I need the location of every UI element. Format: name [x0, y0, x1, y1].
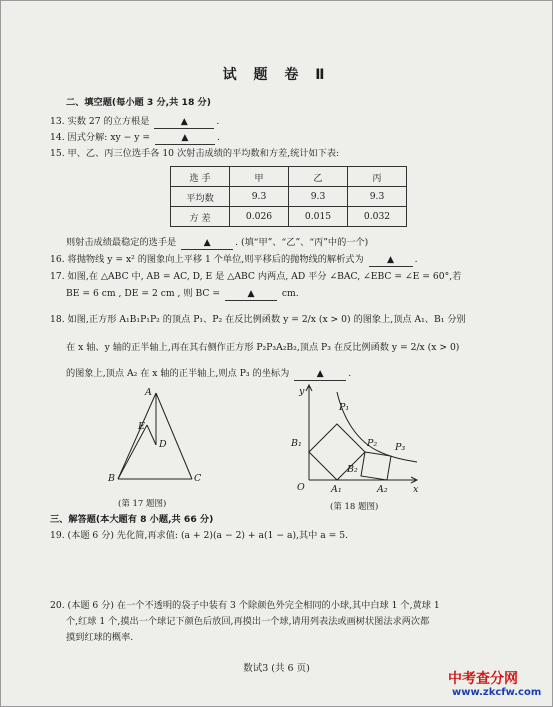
q18-line2: 在 x 轴、y 轴的正半轴上,再在其右侧作正方形 P₂P₃A₂B₂,顶点 P₃ 在反比例函数 y = 2/x (x > 0)	[66, 342, 460, 353]
figure-17-caption: (第 17 题图)	[118, 499, 167, 509]
q20-line1: (本题 6 分) 在一个不透明的袋子中装有 3 个除颜色外完全相同的小球,其中白球 1 个,黄球 1	[67, 600, 440, 611]
line-AC	[156, 393, 192, 479]
q14-text: 因式分解: xy − y =	[67, 132, 151, 143]
q15b-end: . (填“甲”、“乙”、“丙”中的一个)	[235, 237, 369, 248]
q17-number: 17.	[50, 271, 65, 282]
q20-number: 20.	[50, 600, 65, 611]
table-header-row	[171, 167, 407, 187]
line-AB	[118, 393, 156, 479]
section-2-heading: 二、填空题(每小题 3 分,共 18 分)	[66, 97, 211, 108]
table-cell: 9.3	[348, 187, 407, 207]
page-footer: 数试3 (共 6 页)	[243, 663, 310, 674]
label-A2: A₂	[377, 484, 388, 495]
label-A: A	[145, 387, 152, 398]
table-cell: 0.032	[348, 207, 407, 227]
table-cell: 方 差	[171, 207, 230, 227]
q18-line1: 如图,正方形 A₁B₁P₁P₂ 的顶点 P₁、P₂ 在反比例函数 y = 2/x (x > 0) 的图象上,顶点 A₁、B₁ 分别	[67, 314, 466, 325]
q14-end: .	[216, 132, 220, 143]
q15b-text: 则射击成绩最稳定的选手是	[66, 237, 177, 248]
label-P1: P₁	[339, 402, 350, 413]
page-title: 试 题 卷 Ⅱ	[222, 67, 331, 83]
label-C: C	[194, 473, 202, 484]
q13-end: .	[216, 116, 220, 127]
table-cell: 0.015	[289, 207, 348, 227]
question-20-line1	[50, 600, 440, 612]
q19-text: (本题 6 分) 先化简,再求值: (a + 2)(a − 2) + a(1 − a),其中 a = 5.	[67, 530, 349, 541]
label-D: D	[159, 439, 167, 450]
q17-line1: 如图,在 △ABC 中, AB = AC, D, E 是 △ABC 内两点, AD 平分 ∠BAC, ∠EBC = ∠E = 60°,若	[67, 271, 462, 282]
q16-number: 16.	[50, 254, 65, 265]
question-16	[50, 254, 418, 267]
question-17-line1	[50, 271, 461, 283]
question-14	[50, 132, 220, 145]
q18-line3: 的图象上,顶点 A₂ 在 x 轴的正半轴上,则点 P₃ 的坐标为	[66, 368, 290, 379]
label-B1: B₁	[291, 438, 302, 449]
q16-text: 将抛物线 y = x² 的图象向上平移 1 个单位,则平移后的抛物线的解析式为	[67, 254, 364, 265]
question-17-line2	[66, 288, 299, 301]
table-row	[171, 207, 407, 227]
watermark-url: www.zkcfw.com	[452, 687, 542, 698]
question-18-line2	[66, 342, 459, 354]
line-BE	[118, 425, 147, 479]
watermark-text: 中考查分网	[448, 671, 518, 687]
q14-number: 14.	[50, 132, 65, 143]
figure-17	[100, 385, 210, 495]
question-13	[50, 116, 219, 129]
q17-end: cm.	[281, 288, 299, 299]
q15-text: 甲、乙、丙三位选手各 10 次射击成绩的平均数和方差,统计如下表:	[67, 148, 340, 159]
question-15	[50, 148, 339, 160]
label-O: O	[297, 482, 305, 493]
q13-number: 13.	[50, 116, 65, 127]
table-cell: 9.3	[230, 187, 289, 207]
label-B2: B₂	[347, 464, 358, 475]
table-row	[171, 187, 407, 207]
q19-number: 19.	[50, 530, 65, 541]
table-header-cell: 选 手	[171, 167, 230, 187]
q20-line3: 摸到红球的概率.	[66, 632, 134, 643]
table-header-cell: 甲	[230, 167, 289, 187]
label-A1: A₁	[331, 484, 342, 495]
q15-answer-blank: ▲	[181, 237, 233, 250]
q18-number: 18.	[50, 314, 65, 325]
section-3-heading: 三、解答题(本大题有 8 小题,共 66 分)	[50, 514, 214, 525]
table-cell: 平均数	[171, 187, 230, 207]
q20-line2: 个,红球 1 个,摸出一个球记下颜色后放回,再摸出一个球,请用列表法或画树状图法求两次都	[66, 616, 430, 627]
label-y: y	[299, 386, 305, 397]
label-P3: P₃	[395, 442, 406, 453]
figure-18	[285, 380, 425, 500]
q18-end: .	[348, 368, 352, 379]
q16-end: .	[414, 254, 418, 265]
q15-number: 15.	[50, 148, 65, 159]
q17-line2: BE = 6 cm , DE = 2 cm , 则 BC =	[66, 288, 221, 299]
table-header-cell: 乙	[289, 167, 348, 187]
q13-answer-blank: ▲	[154, 116, 214, 129]
table-cell: 0.026	[230, 207, 289, 227]
q17-answer-blank: ▲	[225, 288, 277, 301]
label-B: B	[108, 473, 115, 484]
question-18-line1	[50, 314, 466, 326]
question-19	[50, 530, 348, 542]
label-P2: P₂	[367, 438, 378, 449]
question-15-followup	[66, 237, 368, 250]
label-E: E	[138, 421, 145, 432]
q16-answer-blank: ▲	[369, 254, 413, 267]
label-x: x	[413, 484, 419, 495]
stats-table	[170, 166, 407, 227]
q14-answer-blank: ▲	[155, 132, 215, 145]
table-header-cell: 丙	[348, 167, 407, 187]
figure-18-caption: (第 18 题图)	[330, 502, 379, 512]
q13-text: 实数 27 的立方根是	[67, 116, 150, 127]
square-P2P3A2B2	[361, 452, 391, 480]
line-DE	[147, 425, 156, 445]
q18-answer-blank: ▲	[294, 368, 346, 381]
table-cell: 9.3	[289, 187, 348, 207]
